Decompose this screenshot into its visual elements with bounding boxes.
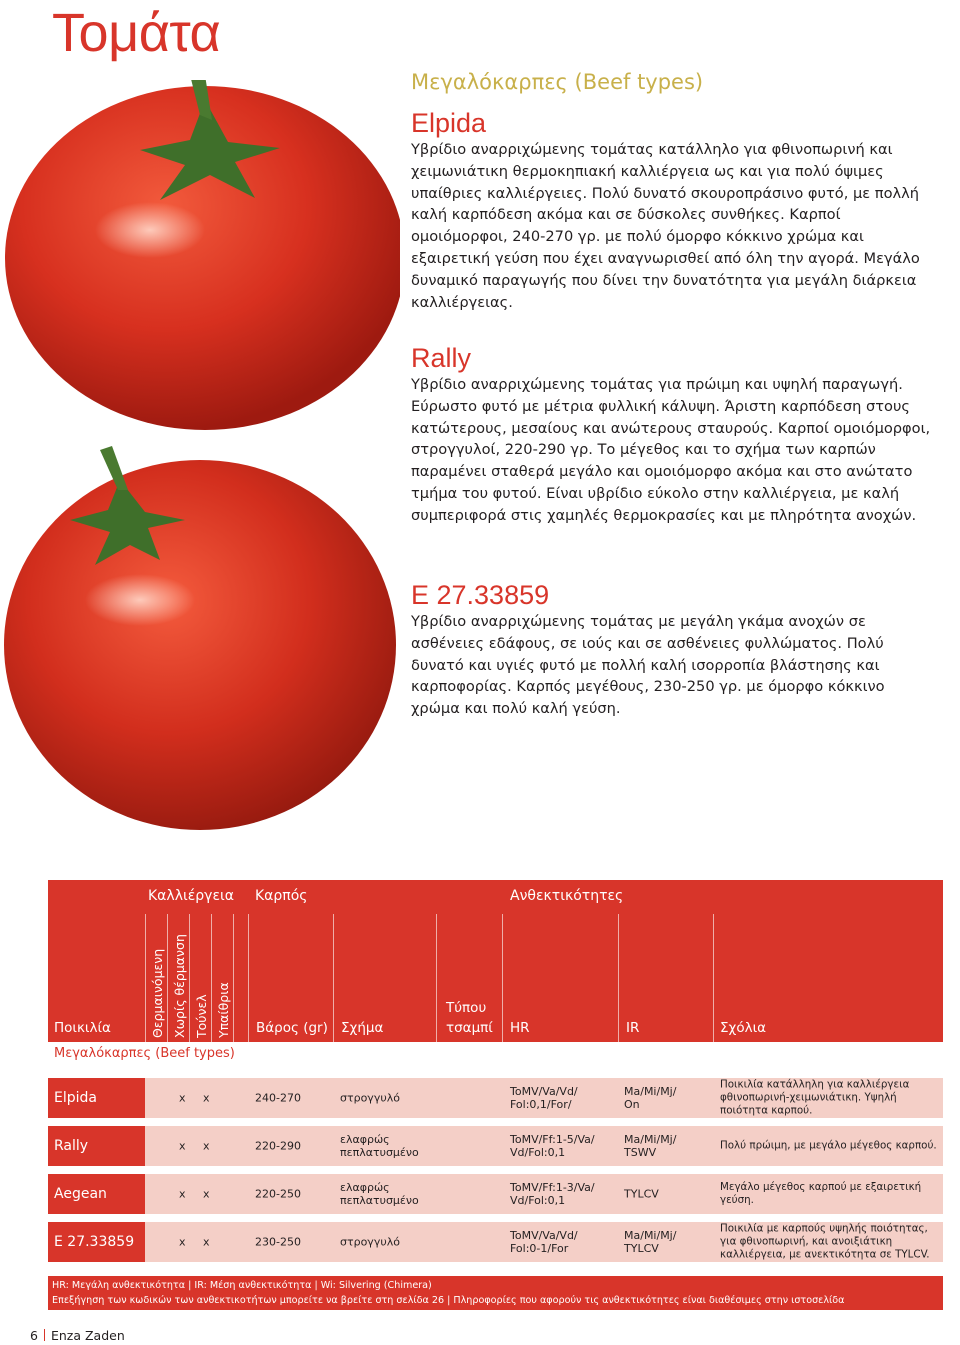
col-variety: Ποικιλία	[54, 1020, 111, 1036]
group-fruit: Καρπός	[255, 888, 308, 904]
cell-shape: στρογγυλό	[340, 1235, 400, 1249]
cell-weight: 230-250	[255, 1235, 301, 1249]
table-legend	[48, 1276, 943, 1321]
table-row	[48, 1222, 943, 1262]
cell-unheated: x	[203, 1139, 210, 1153]
cell-ir: TYLCV	[624, 1187, 659, 1201]
page-title: Τομάτα	[52, 3, 221, 63]
cell-heated: x	[179, 1139, 186, 1153]
cell-hr: ToMV/Ff:1-3/Va/ Vd/Fol:0,1	[510, 1181, 595, 1207]
cell-heated: x	[179, 1187, 186, 1201]
row-variety-name: Rally	[48, 1126, 145, 1166]
footer-divider	[44, 1329, 45, 1341]
cell-shape: ελαφρώς πεπλατυσμένο	[340, 1133, 419, 1159]
variety-description-rally: Υβρίδιο αναρριχώμενης τομάτας για πρώιμη και υψηλή παραγωγή. Εύρωστο φυτό με μέτρια φυλλική κάλυψη. Άριστη καρπόδεση στους κατώτερους, μεσαίους και ανώτερους σταυρούς. Καρποί ομοιόμορφοι, στρογγυλοί, 220-290 γρ. Το μέγεθος και το σχήμα των καρπών παραμένει σταθερά μεγάλο και ομοιόμορφο ακόμα και στο ανώτατο τμήμα του φυτού. Είναι υβρίδιο εύκολο στην καλλιέργεια, με καλή συμπεριφορά στις χαμηλές θερμοκρασίες και με πληρότητα ανοχών.	[411, 376, 931, 524]
row-variety-name: Aegean	[48, 1174, 145, 1214]
col-weight: Βάρος (gr)	[256, 1020, 328, 1036]
section-title: Μεγαλόκαρπες (Beef types)	[411, 70, 704, 94]
col-shape: Σχήμα	[341, 1020, 384, 1036]
cell-ir: Ma/Mi/Mj/ On	[624, 1085, 677, 1111]
cell-comments: Πολύ πρώιμη, με μεγάλο μέγεθος καρπού.	[720, 1139, 937, 1152]
cell-unheated: x	[203, 1235, 210, 1249]
table-subheader: Μεγαλόκαρπες (Beef types)	[54, 1046, 235, 1061]
row-variety-name: Elpida	[48, 1078, 145, 1118]
page-number: 6	[30, 1328, 38, 1343]
group-cultivation: Καλλιέργεια	[148, 888, 234, 904]
cell-hr: ToMV/Va/Vd/ Fol:0-1/For	[510, 1229, 578, 1255]
group-resistances: Ανθεκτικότητες	[510, 888, 624, 904]
col-ir: IR	[626, 1020, 640, 1036]
variety-description-elpida: Υβρίδιο αναρριχώμενης τομάτας κατάλληλο για φθινοπωρινή και χειμωνιάτικη θερμοκηπιακή καλλιέργεια ως και για πολύ όψιμες υπαίθριες καλλιέργειες. Πολύ δυνατό σκουροπράσινο φυτό, με πολλή καλή καρπόδεση ακόμα και σε δύσκολες συνθήκες. Καρποί ομοιόμορφοι, 240-270 γρ. με πολύ όμορφο κόκκινο χρώμα και εξαιρετική γεύση που έχει αναγνωρισθεί από όλη την αγορά. Μεγάλο δυναμικό παραγωγής που δίνει την δυνατότητα για μεγάλη διάρκεια καλλιέργειας.	[411, 141, 920, 311]
table-row	[48, 1078, 943, 1118]
cell-comments: Ποικιλία με καρπούς υψηλής ποιότητας, για φθινοπωρινή, και ανοιξιάτικη καλλιέργεια, με ανεκτικότητα σε TYLCV.	[720, 1222, 930, 1261]
col-calyx-line1: Τύπου	[446, 1000, 487, 1016]
col-comments: Σχόλια	[720, 1020, 767, 1036]
col-heated: Θερμαινόμενη	[150, 948, 165, 1038]
col-unheated: Χωρίς θέρμανση	[172, 934, 187, 1038]
page-footer	[30, 1328, 125, 1343]
row-variety-name: E 27.33859	[48, 1222, 145, 1262]
lower-tomato-shape	[4, 446, 396, 830]
cell-weight: 220-290	[255, 1139, 301, 1153]
cell-hr: ToMV/Ff:1-5/Va/ Vd/Fol:0,1	[510, 1133, 595, 1159]
upper-tomato-shape	[5, 80, 400, 430]
variety-description-e27: Υβρίδιο αναρριχώμενης τομάτας με μεγάλη γκάμα ανοχών σε ασθένειες εδάφους, σε ιούς και σε ασθένειες φυλλώματος. Πολύ δυνατό και υγιές φυτό με πολλή καλή ισορροπία βλάστησης και καρποφορίας. Καρπός μεγέθους, 230-250 γρ. με όμορφο κόκκινο χρώμα και πολύ καλή γεύση.	[411, 613, 885, 718]
col-open-field: Υπαίθρια	[216, 982, 231, 1038]
cell-shape: στρογγυλό	[340, 1091, 400, 1105]
cell-weight: 220-250	[255, 1187, 301, 1201]
cell-ir: Ma/Mi/Mj/ TYLCV	[624, 1229, 677, 1255]
legend-line-1: HR: Μεγάλη ανθεκτικότητα | IR: Μέση ανθεκτικότητα | Wi: Silvering (Chimera)	[52, 1280, 432, 1291]
cell-shape: ελαφρώς πεπλατυσμένο	[340, 1181, 419, 1207]
company-name: Enza Zaden	[50, 1328, 125, 1343]
variety-name-e27: E 27.33859	[411, 580, 550, 610]
cell-unheated: x	[203, 1091, 210, 1105]
cell-ir: Ma/Mi/Mj/ TSWV	[624, 1133, 677, 1159]
cell-heated: x	[179, 1091, 186, 1105]
cell-weight: 240-270	[255, 1091, 301, 1105]
cell-hr: ToMV/Va/Vd/ Fol:0,1/For/	[510, 1085, 578, 1111]
variety-name-elpida: Elpida	[411, 108, 487, 138]
table-row	[48, 1174, 943, 1214]
col-calyx-line2: τσαμπί	[446, 1020, 493, 1036]
variety-name-rally: Rally	[411, 343, 472, 373]
table-row	[48, 1126, 943, 1166]
tomato-image	[0, 80, 400, 840]
legend-line-2: Επεξήγηση των κωδικών των ανθεκτικοτήτων μπορείτε να βρείτε στη σελίδα 26 | Πληροφορίες που αφορούν τις ανθεκτικότητες είναι διαθέσιμες στην ιστοσελίδα www.enzazaden.com.	[52, 1295, 845, 1321]
table-header	[48, 880, 943, 1042]
cell-comments: Μεγάλο μέγεθος καρπού με εξαιρετική γεύση.	[720, 1181, 922, 1206]
cell-comments: Ποικιλία κατάλληλη για καλλιέργεια φθινοπωρινή-χειμωνιάτικη. Υψηλή ποιότητα καρπού.	[720, 1078, 910, 1117]
col-tunnel: Τούνελ	[194, 994, 209, 1038]
cell-unheated: x	[203, 1187, 210, 1201]
cell-heated: x	[179, 1235, 186, 1249]
col-hr: HR	[510, 1020, 530, 1036]
